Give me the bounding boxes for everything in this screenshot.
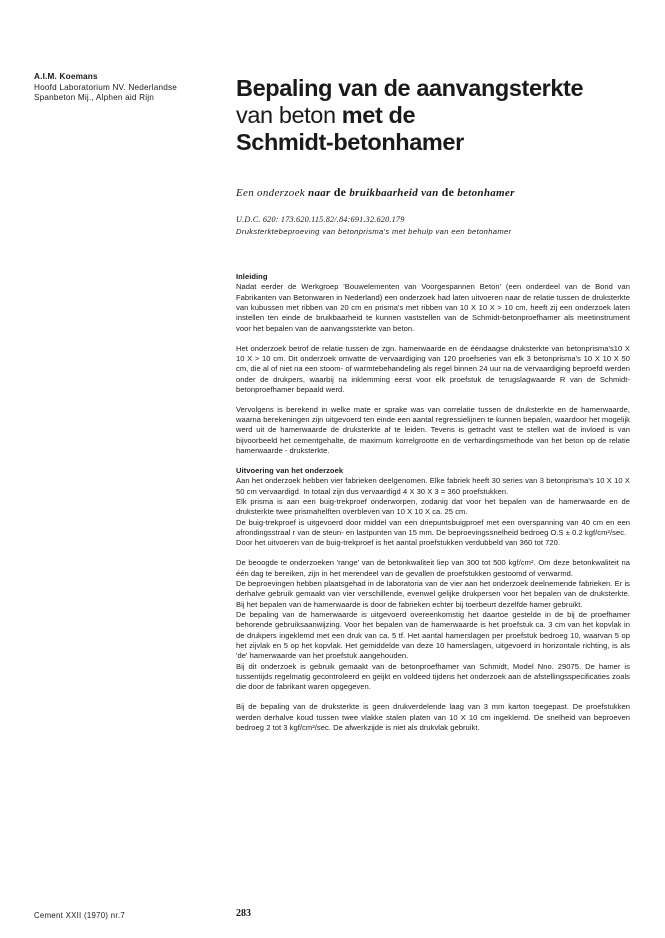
paragraph: De beoogde te onderzoeken 'range' van de betonkwaliteit liep van 300 tot 500 kgf/cm². Om deze betonkwaliteit na één dag te bereiken, zijn in het merendeel van de gevallen de proefstukken gestoomd of verwarmd. — [236, 558, 630, 578]
journal-reference: Cement XXII (1970) nr.7 — [34, 911, 125, 920]
article-title — [236, 75, 636, 156]
section-heading-uitvoering: Uitvoering van het onderzoek — [236, 466, 344, 475]
paragraph: De bepaling van de hamerwaarde is uitgevoerd overeenkomstig het daartoe gestelde in de bij de proefhamer behorende gebruiksaanwijzing. Voor het bepalen van de hamerwaarde is het proefstuk ca. 3 cm van het kopvlak in de drukpers ingeklemd met een druk van ca. 5 tf. Het aantal hamerslagen per proefstuk bedroeg 10, waarvan 5 op het zijvlak en 5 op het kopvlak. Het gemiddelde van deze 10 hamerslagen, uitgevoerd in horizontale richting, is als 'de' hamerwaarde van het proefstuk aangehouden. — [236, 609, 630, 661]
paragraph: Elk prisma is aan een buig-trekproef onderworpen, zodanig dat voor het bepalen van de hamerwaarde en de druksterkte twee prismahelften overbleven van 10 X 10 X ca. 25 cm. — [236, 497, 630, 517]
subtitle-part: Een onderzoek — [236, 187, 305, 199]
paragraph: Aan het onderzoek hebben vier fabrieken deelgenomen. Elke fabriek heeft 30 series van 3 betonprisma's 10 X 10 X 50 cm vervaardigd. In totaal zijn dus vervaardigd 4 X 30 X 3 = 360 proefstukken. — [236, 476, 630, 496]
paragraph: Nadat eerder de Werkgroep 'Bouwelementen van Voorgespannen Beton' (een onderdeel van de Bond van Fabrikanten van Betonwaren in Nederland) een onderzoek had laten uitvoeren naar de relatie tussen de druksterkte van kubussen met ribben van 20 cm en prisma's met ribben van 10 X 10 X > 10 cm, heeft zij een onderzoek laten instellen ten einde de bruikbaarheid te kunnen vaststellen van de Schmidt-betonproefhamer als meetinstrument voor het bepalen van de aanvangssterkte van beton. — [236, 282, 630, 333]
udc-subject: Druksterktebeproeving van betonprisma's met behulp van een betonhamer — [236, 227, 512, 236]
title-line3: Schmidt-betonhamer — [236, 129, 464, 155]
paragraph: Bij dit onderzoek is gebruik gemaakt van de betonproefhamer van Schmidt, Model Nno. 29075. De hamer is tussentijds regelmatig gecontroleerd en geijkt en voldeed tijdens het onderzoek aan de afstellingsspecificaties zoals die door de fabrikant waren opgegeven. — [236, 661, 630, 692]
page-number: 283 — [236, 908, 251, 919]
paragraph: De buig-trekproef is uitgevoerd door middel van een driepuntsbuigproef met een overspanning van 40 cm en een afrondingsstraal r van de steun- en lastpunten van 15 mm. De beproevingssnelheid bedroeg O.S ± 0.2 kgf/cm²/sec. — [236, 517, 630, 538]
paragraph: Bij de bepaling van de druksterkte is geen drukverdelende laag van 3 mm karton toegepast. De proefstukken werden derhalve koud tussen twee vlakke stalen platen van 10 X 10 cm ingeklemd. De snelheid van beproeven bedroeg 2 tot 3 kgf/cm²/sec. De afwerkzijde is niet als drukvlak gebruikt. — [236, 702, 630, 732]
paragraph: Door het uitvoeren van de buig-trekproef is het aantal proefstukken verdubbeld van 360 tot 720. — [236, 538, 561, 548]
paragraph: Vervolgens is berekend in welke mate er sprake was van correlatie tussen de druksterkte en de hamerwaarde, waarna berekeningen zijn uitgevoerd ten einde een aantal regressielijnen te kunnen bepalen, waardoor het mogelijk werd uit de hamerwaarde de druksterkte af te leiden. Tevens is getracht vast te stellen wat de invloed is van bijvoorbeeld het cementgehalte, de maximum korrelgrootte en de verhardingsmethode van het beton op de relatie hamerwaarde - druksterkte. — [236, 404, 630, 456]
article-body — [236, 272, 630, 743]
title-line2-bold: met de — [341, 102, 416, 128]
author-name: A.I.M. Koemans — [34, 72, 98, 81]
article-subtitle — [236, 185, 636, 200]
subtitle-part: de — [333, 185, 347, 199]
author-block — [34, 72, 224, 104]
subtitle-part: bruikbaarheid van — [349, 187, 439, 199]
udc-code: U.D.C. 620: 173.620.115.82/.84:691.32.620.179 — [236, 215, 405, 224]
author-affiliation-line1: Hoofd Laboratorium NV. Nederlandse — [34, 82, 178, 92]
title-line2-light: van beton — [236, 102, 336, 128]
title-line1: Bepaling van de aanvangsterkte — [236, 75, 584, 101]
subtitle-part: de — [441, 185, 455, 199]
paragraph: Het onderzoek betrof de relatie tussen de zgn. hamerwaarde en de ééndaagse druksterkte van betonprisma's10 X 10 X > 10 cm. Dit onderzoek omvatte de vervaardiging van 120 proefseries van elk 3 betonprisma's 10 X 10 X 50 cm, die al of niet na een stoom- of warmtebehandeling als regel binnen 24 uur na de vervaardiging beproefd werden onder de drukpers, waarbij na inklemming eerst voor elk proefstuk de terugslagwaarde R van de Schmidt-betonproefhamer bepaald werd. — [236, 343, 630, 394]
subtitle-part: betonhamer — [457, 187, 515, 199]
section-heading-inleiding: Inleiding — [236, 272, 268, 281]
subtitle-part: naar — [308, 187, 331, 199]
paragraph: De beproevingen hebben plaatsgehad in de laboratoria van de vier aan het onderzoek deelnemende fabrieken. Er is derhalve gebruik gemaakt van vier verschillende, evenwel gelijke drukpersen voor het bepalen van de druksterkte. Bij het bepalen van de hamerwaarde is door de fabrieken echter bij toerbeurt dezelfde hamer gebruikt. — [236, 578, 630, 609]
author-affiliation-line2: Spanbeton Mij., Alphen aid Rijn — [34, 93, 154, 102]
